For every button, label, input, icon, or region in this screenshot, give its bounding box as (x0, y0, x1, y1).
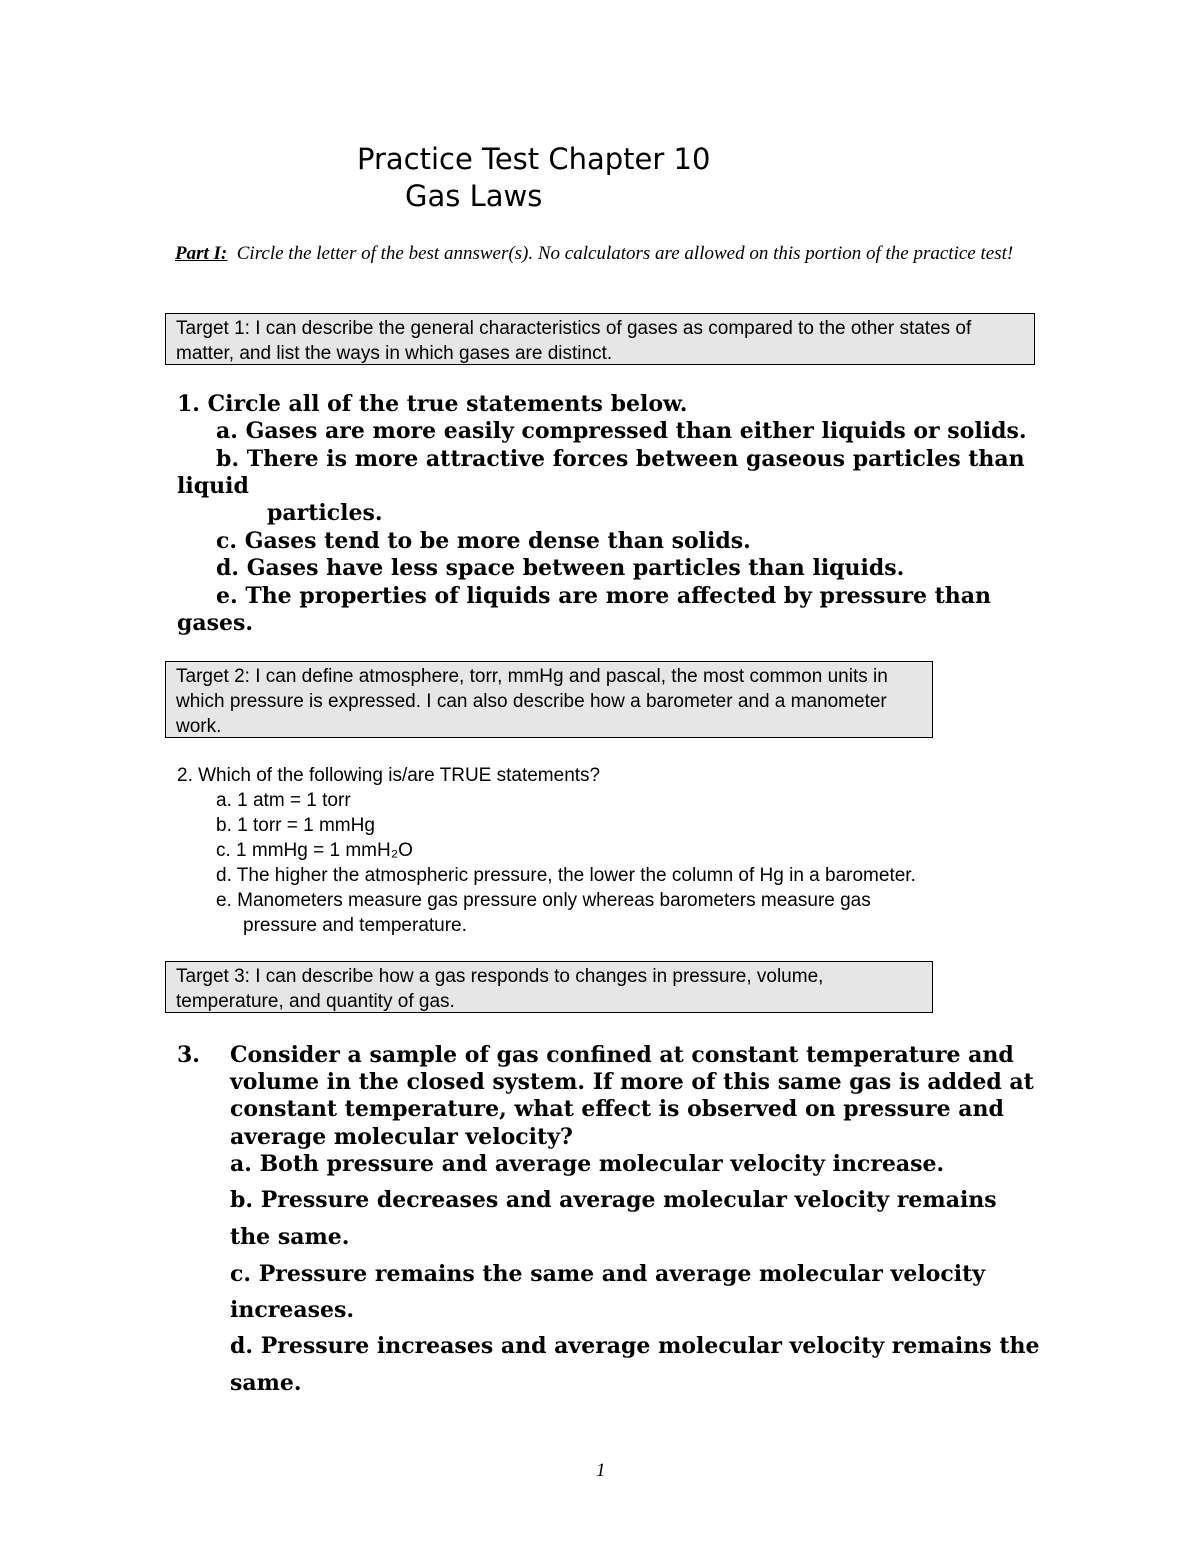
target-box-2: Target 2: I can define atmosphere, torr, mmHg and pascal, the most common units in which pressure is expressed. I can also describe how a barometer and a manometer work. (165, 661, 933, 738)
q2-stem: 2. Which of the following is/are TRUE statements? (177, 765, 601, 786)
q3-option-d: d. Pressure increases and average molecular velocity remains the (230, 1333, 1040, 1359)
q1-option-e: e. The properties of liquids are more affected by pressure than (216, 583, 992, 609)
q1-option-b-cont2: particles. (267, 500, 383, 526)
q1-option-b-cont: liquid (177, 473, 249, 499)
q3-option-b: b. Pressure decreases and average molecular velocity remains (230, 1187, 997, 1213)
part-text: Circle the letter of the best annswer(s). No calculators are allowed on this portion of the practice test! (236, 243, 1014, 264)
q3-option-c-cont: increases. (230, 1297, 355, 1323)
q3-stem-line2: volume in the closed system. If more of this same gas is added at (230, 1069, 1034, 1095)
q3-number: 3. (177, 1042, 200, 1068)
q2-option-b: b. 1 torr = 1 mmHg (216, 815, 375, 836)
q3-stem-line4: average molecular velocity? (230, 1124, 573, 1150)
target-box-3: Target 3: I can describe how a gas responds to changes in pressure, volume, temperature, and quantity of gas. (165, 961, 933, 1013)
q1-option-e-cont: gases. (177, 610, 254, 636)
part-instructions (175, 242, 1035, 266)
q2-option-d: d. The higher the atmospheric pressure, the lower the column of Hg in a barometer. (216, 865, 916, 886)
q1-option-a: a. Gases are more easily compressed than either liquids or solids. (216, 418, 1027, 444)
page-subtitle: Gas Laws (405, 179, 543, 213)
q1-stem: 1. Circle all of the true statements below. (177, 391, 688, 417)
q2-option-e-cont: pressure and temperature. (243, 915, 467, 936)
q1-option-b: b. There is more attractive forces between gaseous particles than (216, 446, 1025, 472)
q3-option-a: a. Both pressure and average molecular velocity increase. (230, 1151, 945, 1177)
q3-option-b-cont: the same. (230, 1224, 350, 1250)
target-box-1: Target 1: I can describe the general characteristics of gases as compared to the other states of matter, and list the ways in which gases are distinct. (165, 313, 1035, 365)
q2-option-c: c. 1 mmHg = 1 mmH₂O (216, 840, 413, 861)
q3-option-d-cont: same. (230, 1370, 302, 1396)
page-number: 1 (596, 1460, 606, 1481)
q3-stem-line3: constant temperature, what effect is observed on pressure and (230, 1096, 1004, 1122)
q3-stem-line1: Consider a sample of gas confined at constant temperature and (230, 1042, 1014, 1068)
q1-option-c: c. Gases tend to be more dense than solids. (216, 528, 751, 554)
page-title: Practice Test Chapter 10 (357, 142, 711, 176)
q1-option-d: d. Gases have less space between particles than liquids. (216, 555, 905, 581)
part-label: Part I: (175, 243, 228, 264)
q2-option-e: e. Manometers measure gas pressure only whereas barometers measure gas (216, 890, 871, 911)
q3-option-c: c. Pressure remains the same and average molecular velocity (230, 1261, 986, 1287)
q2-option-a: a. 1 atm = 1 torr (216, 790, 351, 811)
